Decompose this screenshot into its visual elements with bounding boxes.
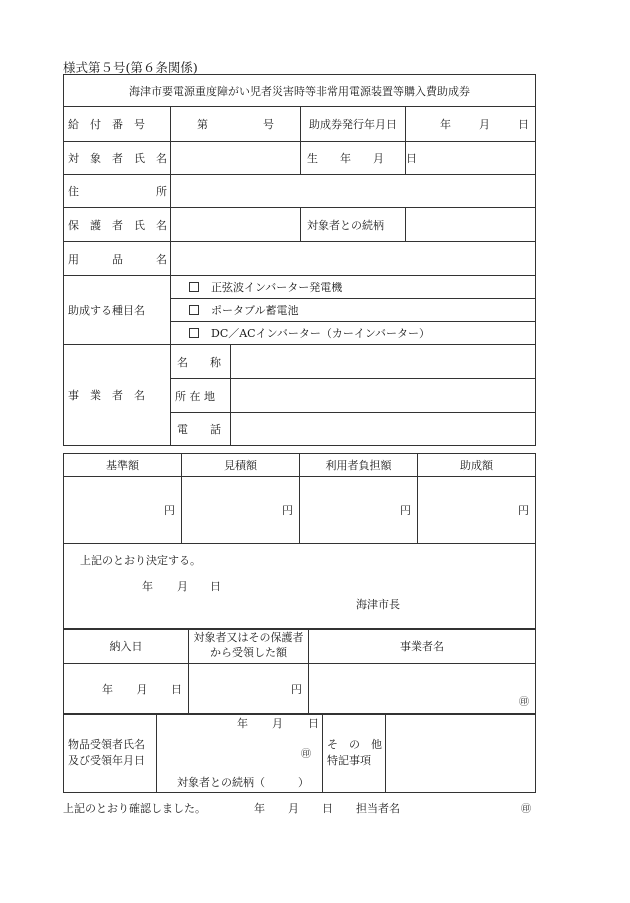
birth-date-label: 生 年 月 日 (301, 142, 406, 175)
other-notes-label: そ の 他 特記事項 (323, 714, 386, 793)
subsidy-amount-header: 助成額 (418, 454, 536, 477)
receipt-field[interactable] (157, 714, 323, 793)
receipt-seal: ㊞ (301, 749, 311, 760)
payment-table (63, 628, 536, 715)
business-address-label: 所 在 地 (171, 379, 231, 413)
confirm-text: 上記のとおり確認しました。 (63, 802, 206, 815)
receipt-day: 日 (308, 717, 319, 730)
item-option-2[interactable]: ポータブル蓄電池 (171, 299, 536, 322)
decision-text: 上記のとおり決定する。 (80, 554, 201, 567)
checkbox-icon[interactable] (189, 282, 199, 292)
issue-date-field[interactable]: 年 月 日 (406, 107, 536, 142)
staff-name-label: 担当者名 (356, 802, 400, 815)
estimate-amount-field[interactable]: 円 (182, 477, 300, 544)
guardian-name-label: 保 護 者 氏 名 (64, 208, 171, 242)
received-amount-header: 対象者又はその保護者から受領した額 (189, 629, 309, 664)
kyufu-bango-field[interactable]: 第 号 (171, 107, 301, 142)
item-option-1[interactable]: 正弦波インバーター発電機 (171, 276, 536, 299)
seal-mark: ㊞ (519, 697, 529, 708)
receipt-table (63, 713, 536, 793)
user-burden-field[interactable]: 円 (300, 477, 418, 544)
receipt-year: 年 (237, 717, 248, 730)
business-name-header: 事業者名 (309, 629, 536, 664)
checkbox-icon[interactable] (189, 305, 199, 315)
item-types-label: 助成する種目名 (64, 276, 171, 345)
business-phone-label: 電 話 (171, 413, 231, 446)
guardian-name-field[interactable] (171, 208, 301, 242)
decision-year: 年 (142, 580, 153, 593)
decision-month: 月 (177, 580, 188, 593)
issue-date-label: 助成券発行年月日 (301, 107, 406, 142)
standard-amount-header: 基準額 (64, 454, 182, 477)
main-form-table (63, 74, 536, 446)
confirm-seal: ㊞ (521, 804, 531, 815)
subsidy-amount-field[interactable]: 円 (418, 477, 536, 544)
user-burden-header: 利用者負担額 (300, 454, 418, 477)
amounts-table (63, 453, 536, 630)
decision-box (64, 544, 536, 630)
business-phone-field[interactable] (231, 413, 536, 446)
business-name-label: 名 称 (171, 345, 231, 379)
payment-date-header: 納入日 (64, 629, 189, 664)
business-address-field[interactable] (231, 379, 536, 413)
product-field[interactable] (171, 242, 536, 276)
other-notes-field[interactable] (386, 714, 536, 793)
confirm-year: 年 (254, 802, 265, 815)
business-name-field[interactable] (231, 345, 536, 379)
item-option-3[interactable]: DC／ACインバーター（カーインバーター） (171, 322, 536, 345)
mayor-label: 海津市長 (356, 598, 400, 611)
address-label: 住 所 (64, 175, 171, 208)
form-title: 海津市要電源重度障がい児者災害時等非常用電源装置等購入費助成券 (64, 75, 536, 107)
business-label: 事 業 者 名 (64, 345, 171, 446)
product-label: 用 品 名 (64, 242, 171, 276)
confirm-day: 日 (322, 802, 333, 815)
standard-amount-field[interactable]: 円 (64, 477, 182, 544)
received-amount-field[interactable]: 円 (189, 664, 309, 715)
relation-label: 対象者との続柄 (301, 208, 406, 242)
target-name-field[interactable] (171, 142, 301, 175)
receipt-label: 物品受領者氏名 及び受領年月日 (64, 714, 157, 793)
birth-date-field[interactable] (406, 142, 536, 175)
estimate-amount-header: 見積額 (182, 454, 300, 477)
decision-day: 日 (210, 580, 221, 593)
checkbox-icon[interactable] (189, 328, 199, 338)
confirm-month: 月 (288, 802, 299, 815)
relation-field[interactable] (406, 208, 536, 242)
target-name-label: 対 象 者 氏 名 (64, 142, 171, 175)
kyufu-bango-label: 給 付 番 号 (64, 107, 171, 142)
payment-date-field[interactable]: 年 月 日 (64, 664, 189, 715)
payment-business-field[interactable] (309, 664, 536, 715)
form-number: 様式第５号(第６条関係) (63, 60, 198, 75)
address-field[interactable] (171, 175, 536, 208)
receipt-relation: 対象者との続柄（ ） (177, 776, 309, 789)
receipt-month: 月 (272, 717, 283, 730)
